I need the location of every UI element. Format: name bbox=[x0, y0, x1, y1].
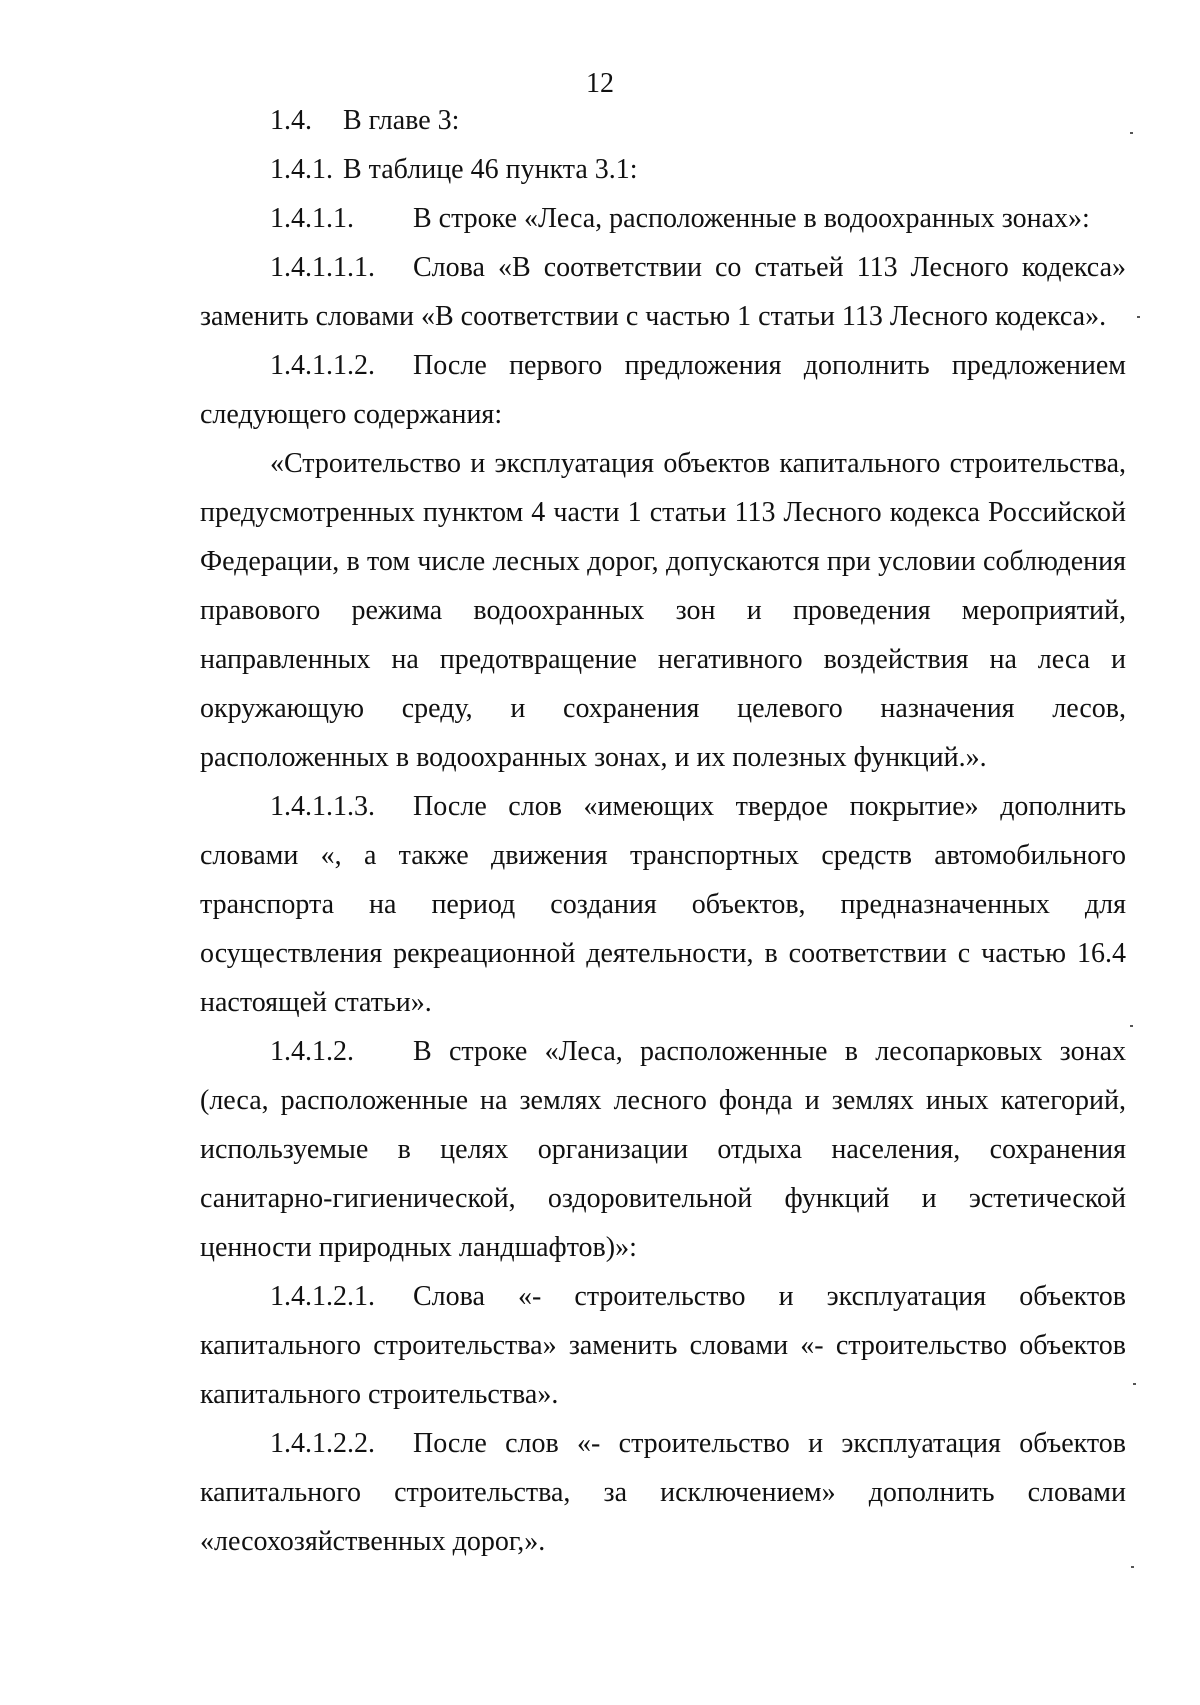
paragraph-number: 1.4.1.2.1. bbox=[270, 1281, 375, 1312]
paragraph-1-4 bbox=[200, 96, 1126, 145]
paragraph-1-4-1-1-1 bbox=[200, 243, 1126, 341]
scan-speck bbox=[1130, 1025, 1133, 1027]
paragraph-number: 1.4.1. bbox=[270, 154, 333, 185]
paragraph-text: «Строительство и эксплуатация объектов капитального строительства, предусмотренных пунктом 4 части 1 статьи 113 Лесного кодекса Российской Федерации, в том числе лесных дорог, допускаются при условии соблюдения правового режима водоохранных зон и проведения мероприятий, направленных на предотвращение негативного воздействия на леса и окружающую среду, и сохранения целевого назначения лесов, расположенных в водоохранных зонах, и их полезных функций.». bbox=[200, 448, 1126, 773]
paragraph-1-4-1-2-1 bbox=[200, 1272, 1126, 1419]
paragraph-text: После первого предложения дополнить предложением следующего содержания: bbox=[200, 350, 1126, 430]
document-body bbox=[200, 96, 1126, 1566]
paragraph-1-4-1-1-2 bbox=[200, 341, 1126, 439]
paragraph-number: 1.4.1.2.2. bbox=[270, 1428, 375, 1459]
paragraph-number: 1.4. bbox=[270, 105, 312, 136]
quoted-insertion bbox=[200, 439, 1126, 782]
scan-speck bbox=[1131, 1566, 1134, 1568]
paragraph-number: 1.4.1.1.1. bbox=[270, 252, 375, 283]
paragraph-1-4-1-1 bbox=[200, 194, 1126, 243]
paragraph-1-4-1-1-3 bbox=[200, 782, 1126, 1027]
page-number: 12 bbox=[586, 68, 614, 99]
paragraph-number: 1.4.1.1.3. bbox=[270, 791, 375, 822]
paragraph-1-4-1-2 bbox=[200, 1027, 1126, 1272]
paragraph-text: После слов «имеющих твердое покрытие» дополнить словами «, а также движения транспортных средств автомобильного транспорта на период создания объектов, предназначенных для осуществления рекреационной деятельности, в соответствии с частью 16.4 настоящей статьи». bbox=[200, 791, 1126, 1018]
paragraph-number: 1.4.1.1. bbox=[270, 203, 354, 234]
paragraph-number: 1.4.1.1.2. bbox=[270, 350, 375, 381]
paragraph-text: После слов «- строительство и эксплуатация объектов капитального строительства, за исключением» дополнить словами «лесохозяйственных дорог,». bbox=[200, 1428, 1126, 1557]
scan-speck bbox=[1133, 1383, 1136, 1385]
paragraph-text: В главе 3: bbox=[343, 105, 460, 136]
paragraph-1-4-1-2-2 bbox=[200, 1419, 1126, 1566]
paragraph-text: В таблице 46 пункта 3.1: bbox=[343, 154, 638, 185]
scan-speck bbox=[1137, 316, 1140, 318]
paragraph-number: 1.4.1.2. bbox=[270, 1036, 354, 1067]
paragraph-1-4-1 bbox=[200, 145, 1126, 194]
paragraph-text: В строке «Леса, расположенные в водоохранных зонах»: bbox=[413, 203, 1090, 234]
paragraph-text: Слова «- строительство и эксплуатация объектов капитального строительства» заменить словами «- строительство объектов капитального строительства». bbox=[200, 1281, 1126, 1410]
paragraph-text: Слова «В соответствии со статьей 113 Лесного кодекса» заменить словами «В соответствии с частью 1 статьи 113 Лесного кодекса». bbox=[200, 252, 1126, 332]
paragraph-text: В строке «Леса, расположенные в лесопарковых зонах (леса, расположенные на землях лесного фонда и землях иных категорий, используемые в целях организации отдыха населения, сохранения санитарно-гигиенической, оздоровительной функций и эстетической ценности природных ландшафтов)»: bbox=[200, 1036, 1126, 1263]
scan-speck bbox=[1130, 132, 1133, 134]
